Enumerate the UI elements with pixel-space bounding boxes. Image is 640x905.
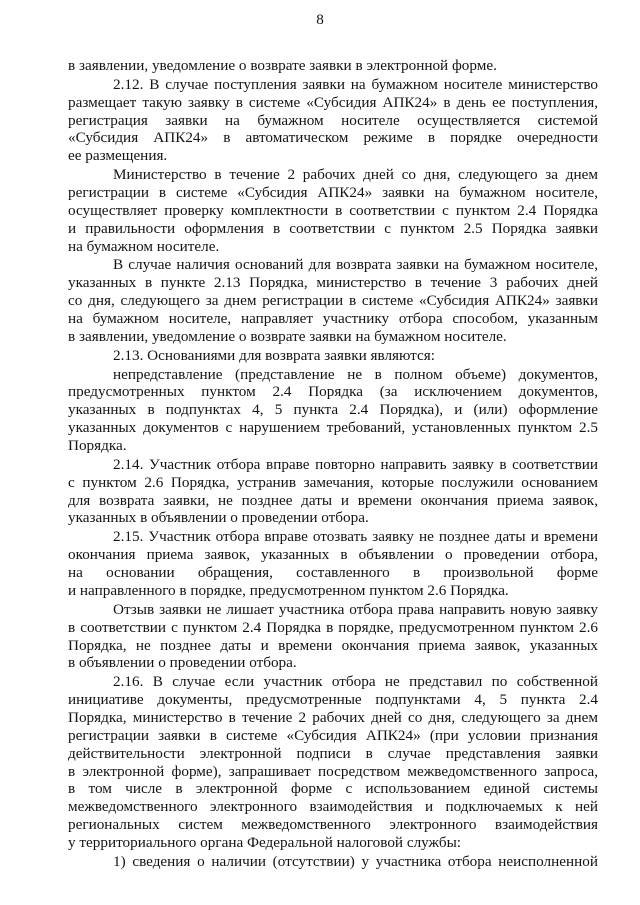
page-number: 8: [316, 11, 324, 28]
paragraph-continued: [68, 57, 598, 75]
text-line: указанных документов с нарушением требований, установленных пунктом 2.5: [68, 419, 598, 437]
text-line: в соответствии с пунктом 2.4 Порядка в порядке, предусмотренном пунктом 2.6: [68, 618, 598, 636]
text-line: указанных в пункте 2.13 Порядка, министерство в течение 3 рабочих дней: [68, 274, 598, 292]
paragraph-2-14: [68, 456, 598, 527]
text-line: инициативе документы, предусмотренные подпунктами 4, 5 пункта 2.4: [68, 691, 598, 709]
text-line: в объявлении о проведении отбора.: [68, 654, 297, 672]
text-line: действительности электронной подписи в случае представления заявки: [68, 744, 598, 762]
text-line: на основании обращения, составленного в произвольной форме: [68, 564, 598, 582]
text-line: указанных в объявлении о проведении отбора.: [68, 509, 369, 527]
paragraph-2-13-grounds: [68, 366, 598, 455]
text-line: и правильности оформления в соответствии с пунктом 2.5 Порядка заявки: [68, 219, 598, 237]
text-line: предусмотренных пунктом 2.4 Порядка (за исключением документов,: [68, 383, 598, 401]
text-line: Порядка, не позднее даты и времени окончания приема заявок, указанных: [68, 636, 598, 654]
text-line: Отзыв заявки не лишает участника отбора права направить новую заявку: [113, 600, 598, 618]
text-line: и направленного в порядке, предусмотренном пунктом 2.6 Порядка.: [68, 581, 509, 599]
text-line: Порядка, министерство в течение 2 рабочих дней со дня, следующего за днем: [68, 708, 598, 726]
list-item-1: [68, 853, 598, 871]
text-line: регистрации в системе «Субсидия АПК24» заявки на бумажном носителе,: [68, 184, 598, 202]
text-line: ее размещения.: [68, 147, 168, 165]
text-line: регистрация заявки на бумажном носителе осуществляется системой: [68, 111, 598, 129]
text-line: 2.16. В случае если участник отбора не представил по собственной: [113, 673, 598, 691]
text-line: 2.15. Участник отбора вправе отозвать заявку не позднее даты и времени: [113, 528, 598, 546]
text-line: на бумажном носителе, направляет участнику отбора способом, указанным: [68, 310, 598, 328]
text-line: 1) сведения о наличии (отсутствии) у участника отбора неисполненной: [113, 852, 598, 870]
text-line: в том числе в электронной форме с использованием единой системы: [68, 780, 598, 798]
text-line: для возврата заявки, не позднее даты и времени окончания приема заявок,: [68, 491, 598, 509]
text-line: у территориального органа Федеральной налоговой службы:: [68, 833, 461, 851]
paragraph-2-12-return: [68, 256, 598, 345]
paragraph-2-12: [68, 76, 598, 165]
text-line: Министерство в течение 2 рабочих дней со дня, следующего за днем: [113, 166, 598, 184]
text-line: 2.13. Основаниями для возврата заявки являются:: [113, 346, 435, 364]
text-line: межведомственного электронного взаимодействия и подключаемых к ней: [68, 798, 598, 816]
text-line: указанных в подпунктах 4, 5 пункта 2.4 Порядка), и (или) оформление: [68, 401, 598, 419]
text-line: в заявлении, уведомление о возврате заявки в электронной форме.: [68, 57, 497, 74]
text-line: на бумажном носителе.: [68, 237, 220, 255]
text-line: Порядка.: [68, 437, 127, 455]
text-line: региональных систем межведомственного электронного взаимодействия: [68, 816, 598, 834]
text-line: 2.12. В случае поступления заявки на бумажном носителе министерство: [113, 75, 598, 93]
text-line: 2.14. Участник отбора вправе повторно направить заявку в соответствии: [113, 455, 598, 473]
text-line: осуществляет проверку комплектности в соответствии с пунктом 2.4 Порядка: [68, 201, 598, 219]
paragraph-2-12-check: [68, 166, 598, 255]
text-line: окончания приема заявок, указанных в объявлении о проведении отбора,: [68, 546, 598, 564]
paragraph-2-16: [68, 673, 598, 852]
document-body: [68, 57, 598, 871]
text-line: в заявлении, уведомление о возврате заявки на бумажном носителе.: [68, 327, 507, 345]
text-line: в электронной форме), запрашивает посредством межведомственного запроса,: [68, 762, 598, 780]
paragraph-2-15-recall: [68, 601, 598, 672]
paragraph-2-15: [68, 528, 598, 599]
text-line: с пунктом 2.6 Порядка, устранив замечания, которые послужили основанием: [68, 473, 598, 491]
text-line: со дня, следующего за днем регистрации в системе «Субсидия АПК24» заявки: [68, 292, 598, 310]
text-line: размещает такую заявку в системе «Субсидия АПК24» в день ее поступления,: [68, 93, 598, 111]
text-line: регистрации заявки в системе «Субсидия АПК24» (при условии признания: [68, 726, 598, 744]
text-line: «Субсидия АПК24» в автоматическом режиме в порядке очередности: [68, 129, 598, 147]
text-line: В случае наличия оснований для возврата заявки на бумажном носителе,: [113, 256, 598, 274]
paragraph-2-13: [68, 347, 598, 365]
text-line: непредставление (представление не в полном объеме) документов,: [113, 365, 598, 383]
